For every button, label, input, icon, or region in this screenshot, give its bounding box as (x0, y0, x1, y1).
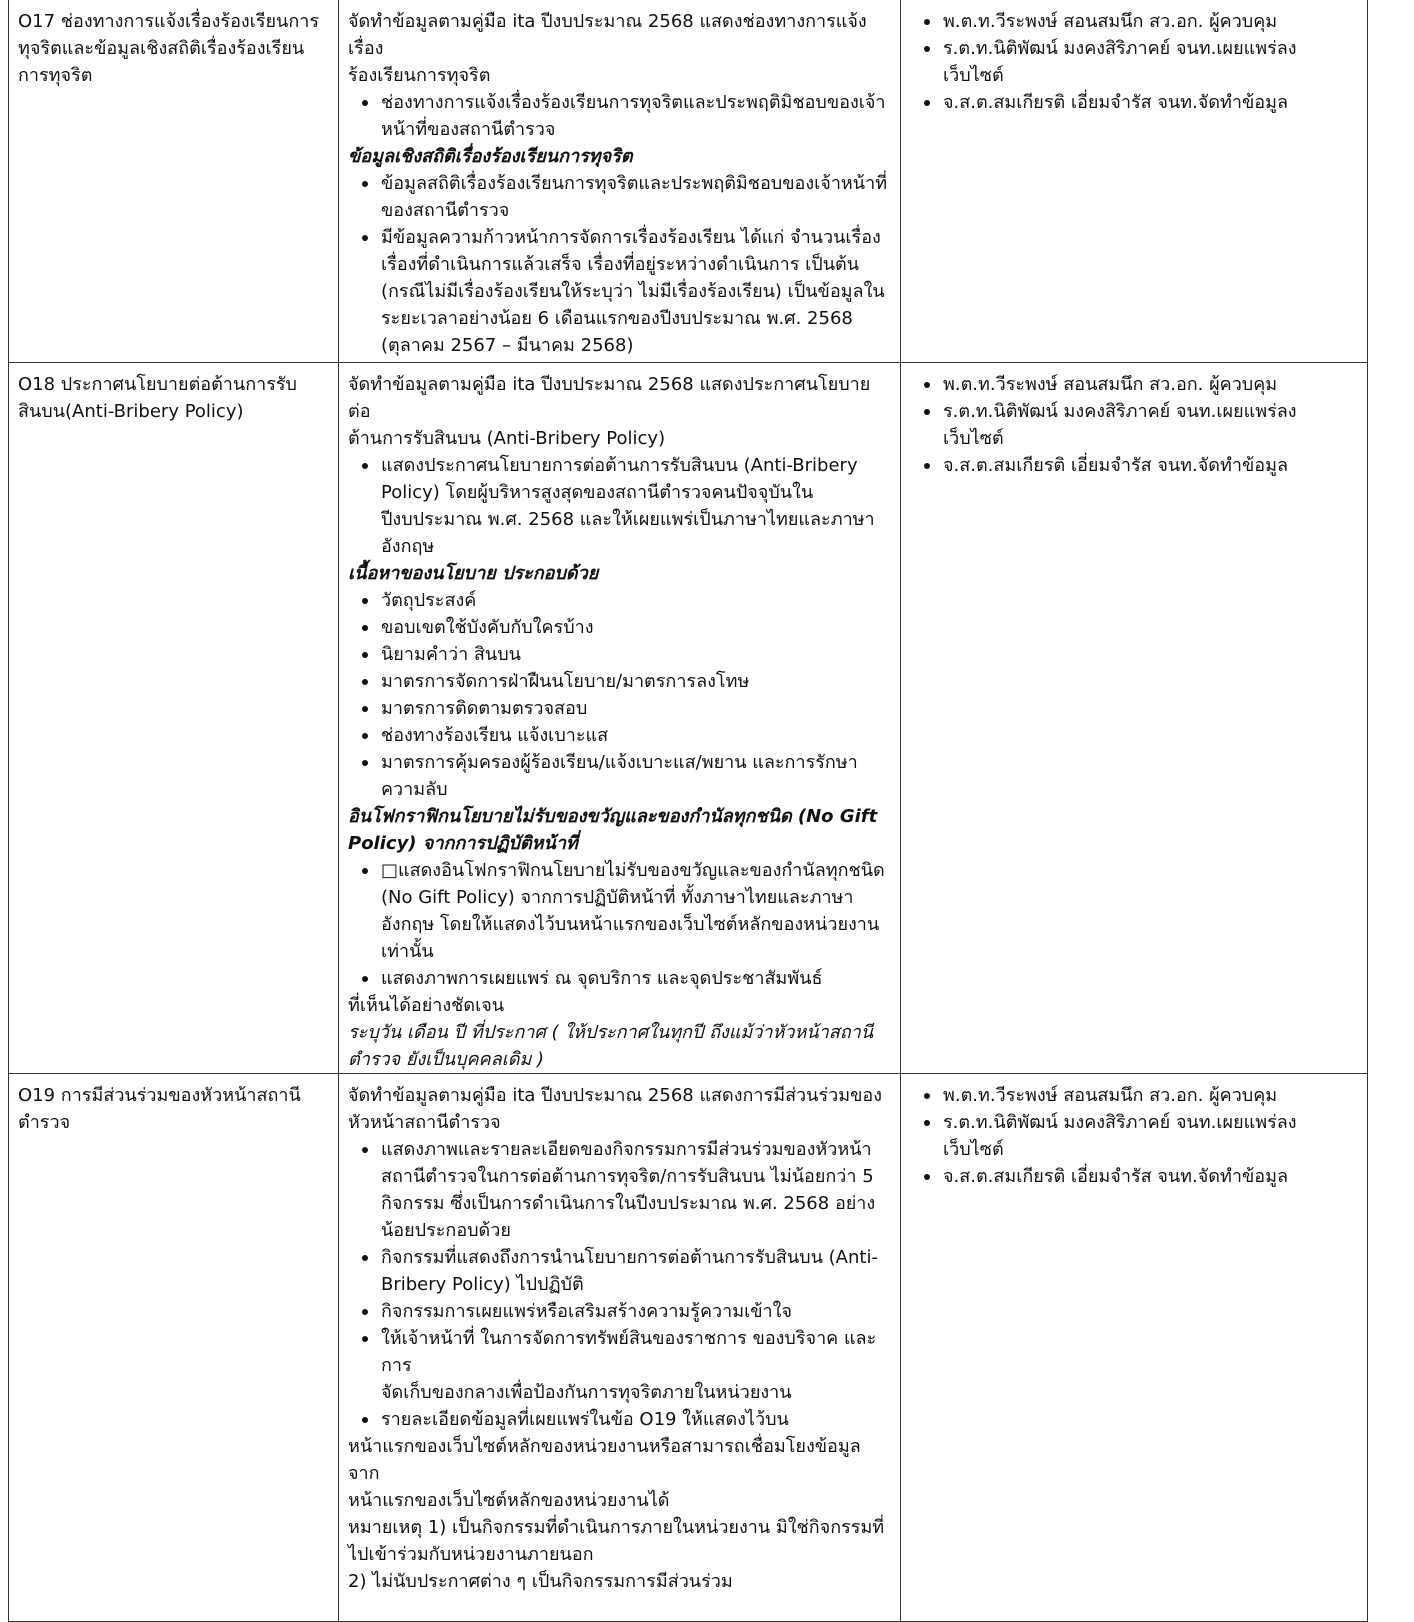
description-cell (339, 363, 901, 1074)
indicator-cell (9, 1074, 339, 1622)
bullet-item: แสดงภาพและรายละเอียดของกิจกรรมการมีส่วนร่วมของหัวหน้า สถานีตำรวจในการต่อต้านการทุจริต/การรับสินบน ไม่น้อยกว่า 5 กิจกรรม ซึ่งเป็นการดำเนินการในปีงบประมาณ พ.ศ. 2568 อย่าง น้อยประกอบด้วย (348, 1136, 892, 1244)
responsible-person: จ.ส.ต.สมเกียรติ เอี่ยมจำรัส จนท.จัดทำข้อมูล (910, 89, 1359, 116)
paragraph: จัดทำข้อมูลตามคู่มือ ita ปีงบประมาณ 2568 แสดงการมีส่วนร่วมของ หัวหน้าสถานีตำรวจ (348, 1085, 883, 1133)
bullet-item: นิยามคำว่า สินบน (348, 641, 892, 668)
section-heading: ข้อมูลเชิงสถิติเรื่องร้องเรียนการทุจริต (348, 146, 633, 167)
bullet-item: ขอบเขตใช้บังคับกับใครบ้าง (348, 614, 892, 641)
bullet-item: มาตรการจัดการฝ่าฝืนนโยบาย/มาตรการลงโทษ (348, 668, 892, 695)
bullet-item: มีข้อมูลความก้าวหน้าการจัดการเรื่องร้องเรียน ได้แก่ จำนวนเรื่อง เรื่องที่ดำเนินการแล้วเสร็จ เรื่องที่อยู่ระหว่างดำเนินการ เป็นต้น (กรณีไม่มีเรื่องร้องเรียนให้ระบุว่า ไม่มีเรื่องร้องเรียน) เป็นข้อมูลใน ระยะเวลาอย่างน้อย 6 เดือนแรกของปีงบประมาณ พ.ศ. 2568 (ตุลาคม 2567 – มีนาคม 2568) (348, 224, 892, 359)
responsible-person: ร.ต.ท.นิติพัฒน์ มงคงสิริภาคย์ จนท.เผยแพร่ลง เว็บไซต์ (910, 1109, 1359, 1163)
bullet-item: วัตถุประสงค์ (348, 587, 892, 614)
responsible-person: พ.ต.ท.วีระพงษ์ สอนสมนึก สว.อก. ผู้ควบคุม (910, 371, 1359, 398)
description-cell (339, 0, 901, 363)
bullet-item: □แสดงอินโฟกราฟิกนโยบายไม่รับของขวัญและของกำนัลทุกชนิด (No Gift Policy) จากการปฏิบัติหน้าที่ ทั้งภาษาไทยและภาษา อังกฤษ โดยให้แสดงไว้บนหน้าแรกของเว็บไซต์หลักของหน่วยงาน เท่านั้น (348, 857, 892, 965)
table-row (9, 1074, 1368, 1622)
paragraph: หน้าแรกของเว็บไซต์หลักของหน่วยงานหรือสามารถเชื่อมโยงข้อมูลจาก หน้าแรกของเว็บไซต์หลักของหน่วยงานได้ หมายเหตุ 1) เป็นกิจกรรมที่ดำเนินการภายในหน่วยงาน มิใช่กิจกรรมที่ ไปเข้าร่วมกับหน่วยงานภายนอก 2) ไม่นับประกาศต่าง ๆ เป็นกิจกรรมการมีส่วนร่วม (348, 1436, 885, 1592)
bullet-item: กิจกรรมที่แสดงถึงการนำนโยบายการต่อต้านการรับสินบน (Anti- Bribery Policy) ไปปฏิบัติ (348, 1244, 892, 1298)
responsible-person: ร.ต.ท.นิติพัฒน์ มงคงสิริภาคย์ จนท.เผยแพร่ลง เว็บไซต์ (910, 398, 1359, 452)
indicator-name: O17 ช่องทางการแจ้งเรื่องร้องเรียนการ ทุจริตและข้อมูลเชิงสถิติเรื่องร้องเรียน การทุจริต (18, 11, 320, 86)
indicator-name: O18 ประกาศนโยบายต่อต้านการรับ สินบน(Anti-Bribery Policy) (18, 374, 297, 422)
bullet-item: ช่องทางการแจ้งเรื่องร้องเรียนการทุจริตและประพฤติมิชอบของเจ้า หน้าที่ของสถานีตำรวจ (348, 89, 892, 143)
ita-requirements-table (8, 0, 1368, 1622)
section-heading: เนื้อหาของนโยบาย ประกอบด้วย (348, 563, 599, 584)
responsible-cell (901, 1074, 1368, 1622)
paragraph: ที่เห็นได้อย่างชัดเจน (348, 995, 505, 1016)
bullet-item: แสดงภาพการเผยแพร่ ณ จุดบริการ และจุดประชาสัมพันธ์ (348, 965, 892, 992)
responsible-person: พ.ต.ท.วีระพงษ์ สอนสมนึก สว.อก. ผู้ควบคุม (910, 8, 1359, 35)
responsible-person: ร.ต.ท.นิติพัฒน์ มงคงสิริภาคย์ จนท.เผยแพร่ลง เว็บไซต์ (910, 35, 1359, 89)
responsible-person: จ.ส.ต.สมเกียรติ เอี่ยมจำรัส จนท.จัดทำข้อมูล (910, 1163, 1359, 1190)
bullet-item: ช่องทางร้องเรียน แจ้งเบาะแส (348, 722, 892, 749)
bullet-item: รายละเอียดข้อมูลที่เผยแพร่ในข้อ O19 ให้แสดงไว้บน (348, 1406, 892, 1433)
bullet-item: ให้เจ้าหน้าที่ ในการจัดการทรัพย์สินของราชการ ของบริจาค และการ จัดเก็บของกลางเพื่อป้องกันการทุจริตภายในหน่วยงาน (348, 1325, 892, 1406)
responsible-cell (901, 0, 1368, 363)
section-heading: อินโฟกราฟิกนโยบายไม่รับของขวัญและของกำนัลทุกชนิด (No Gift Policy) จากการปฏิบัติหน้าที่ (348, 806, 878, 854)
responsible-person: พ.ต.ท.วีระพงษ์ สอนสมนึก สว.อก. ผู้ควบคุม (910, 1082, 1359, 1109)
responsible-cell (901, 363, 1368, 1074)
indicator-cell (9, 0, 339, 363)
table-row (9, 0, 1368, 363)
bullet-item: ข้อมูลสถิติเรื่องร้องเรียนการทุจริตและประพฤติมิชอบของเจ้าหน้าที่ ของสถานีตำรวจ (348, 170, 892, 224)
note-text: ระบุวัน เดือน ปี ที่ประกาศ ( ให้ประกาศในทุกปี ถึงแม้ว่าหัวหน้าสถานี ตำรวจ ยังเป็นบุคคลเดิม ) (348, 1022, 874, 1070)
paragraph: จัดทำข้อมูลตามคู่มือ ita ปีงบประมาณ 2568 แสดงช่องทางการแจ้งเรื่อง ร้องเรียนการทุจริต (348, 11, 867, 86)
bullet-item: แสดงประกาศนโยบายการต่อต้านการรับสินบน (Anti-Bribery Policy) โดยผู้บริหารสูงสุดของสถานีตำรวจคนปัจจุบันใน ปีงบประมาณ พ.ศ. 2568 และให้เผยแพร่เป็นภาษาไทยและภาษา อังกฤษ (348, 452, 892, 560)
indicator-name: O19 การมีส่วนร่วมของหัวหน้าสถานี ตำรวจ (18, 1085, 301, 1133)
bullet-item: มาตรการคุ้มครองผู้ร้องเรียน/แจ้งเบาะแส/พยาน และการรักษา ความลับ (348, 749, 892, 803)
description-cell (339, 1074, 901, 1622)
table-row (9, 363, 1368, 1074)
responsible-person: จ.ส.ต.สมเกียรติ เอี่ยมจำรัส จนท.จัดทำข้อมูล (910, 452, 1359, 479)
paragraph: จัดทำข้อมูลตามคู่มือ ita ปีงบประมาณ 2568 แสดงประกาศนโยบายต่อ ต้านการรับสินบน (Anti-Bribery Policy) (348, 374, 871, 449)
bullet-item: มาตรการติดตามตรวจสอบ (348, 695, 892, 722)
indicator-cell (9, 363, 339, 1074)
bullet-item: กิจกรรมการเผยแพร่หรือเสริมสร้างความรู้ความเข้าใจ (348, 1298, 892, 1325)
